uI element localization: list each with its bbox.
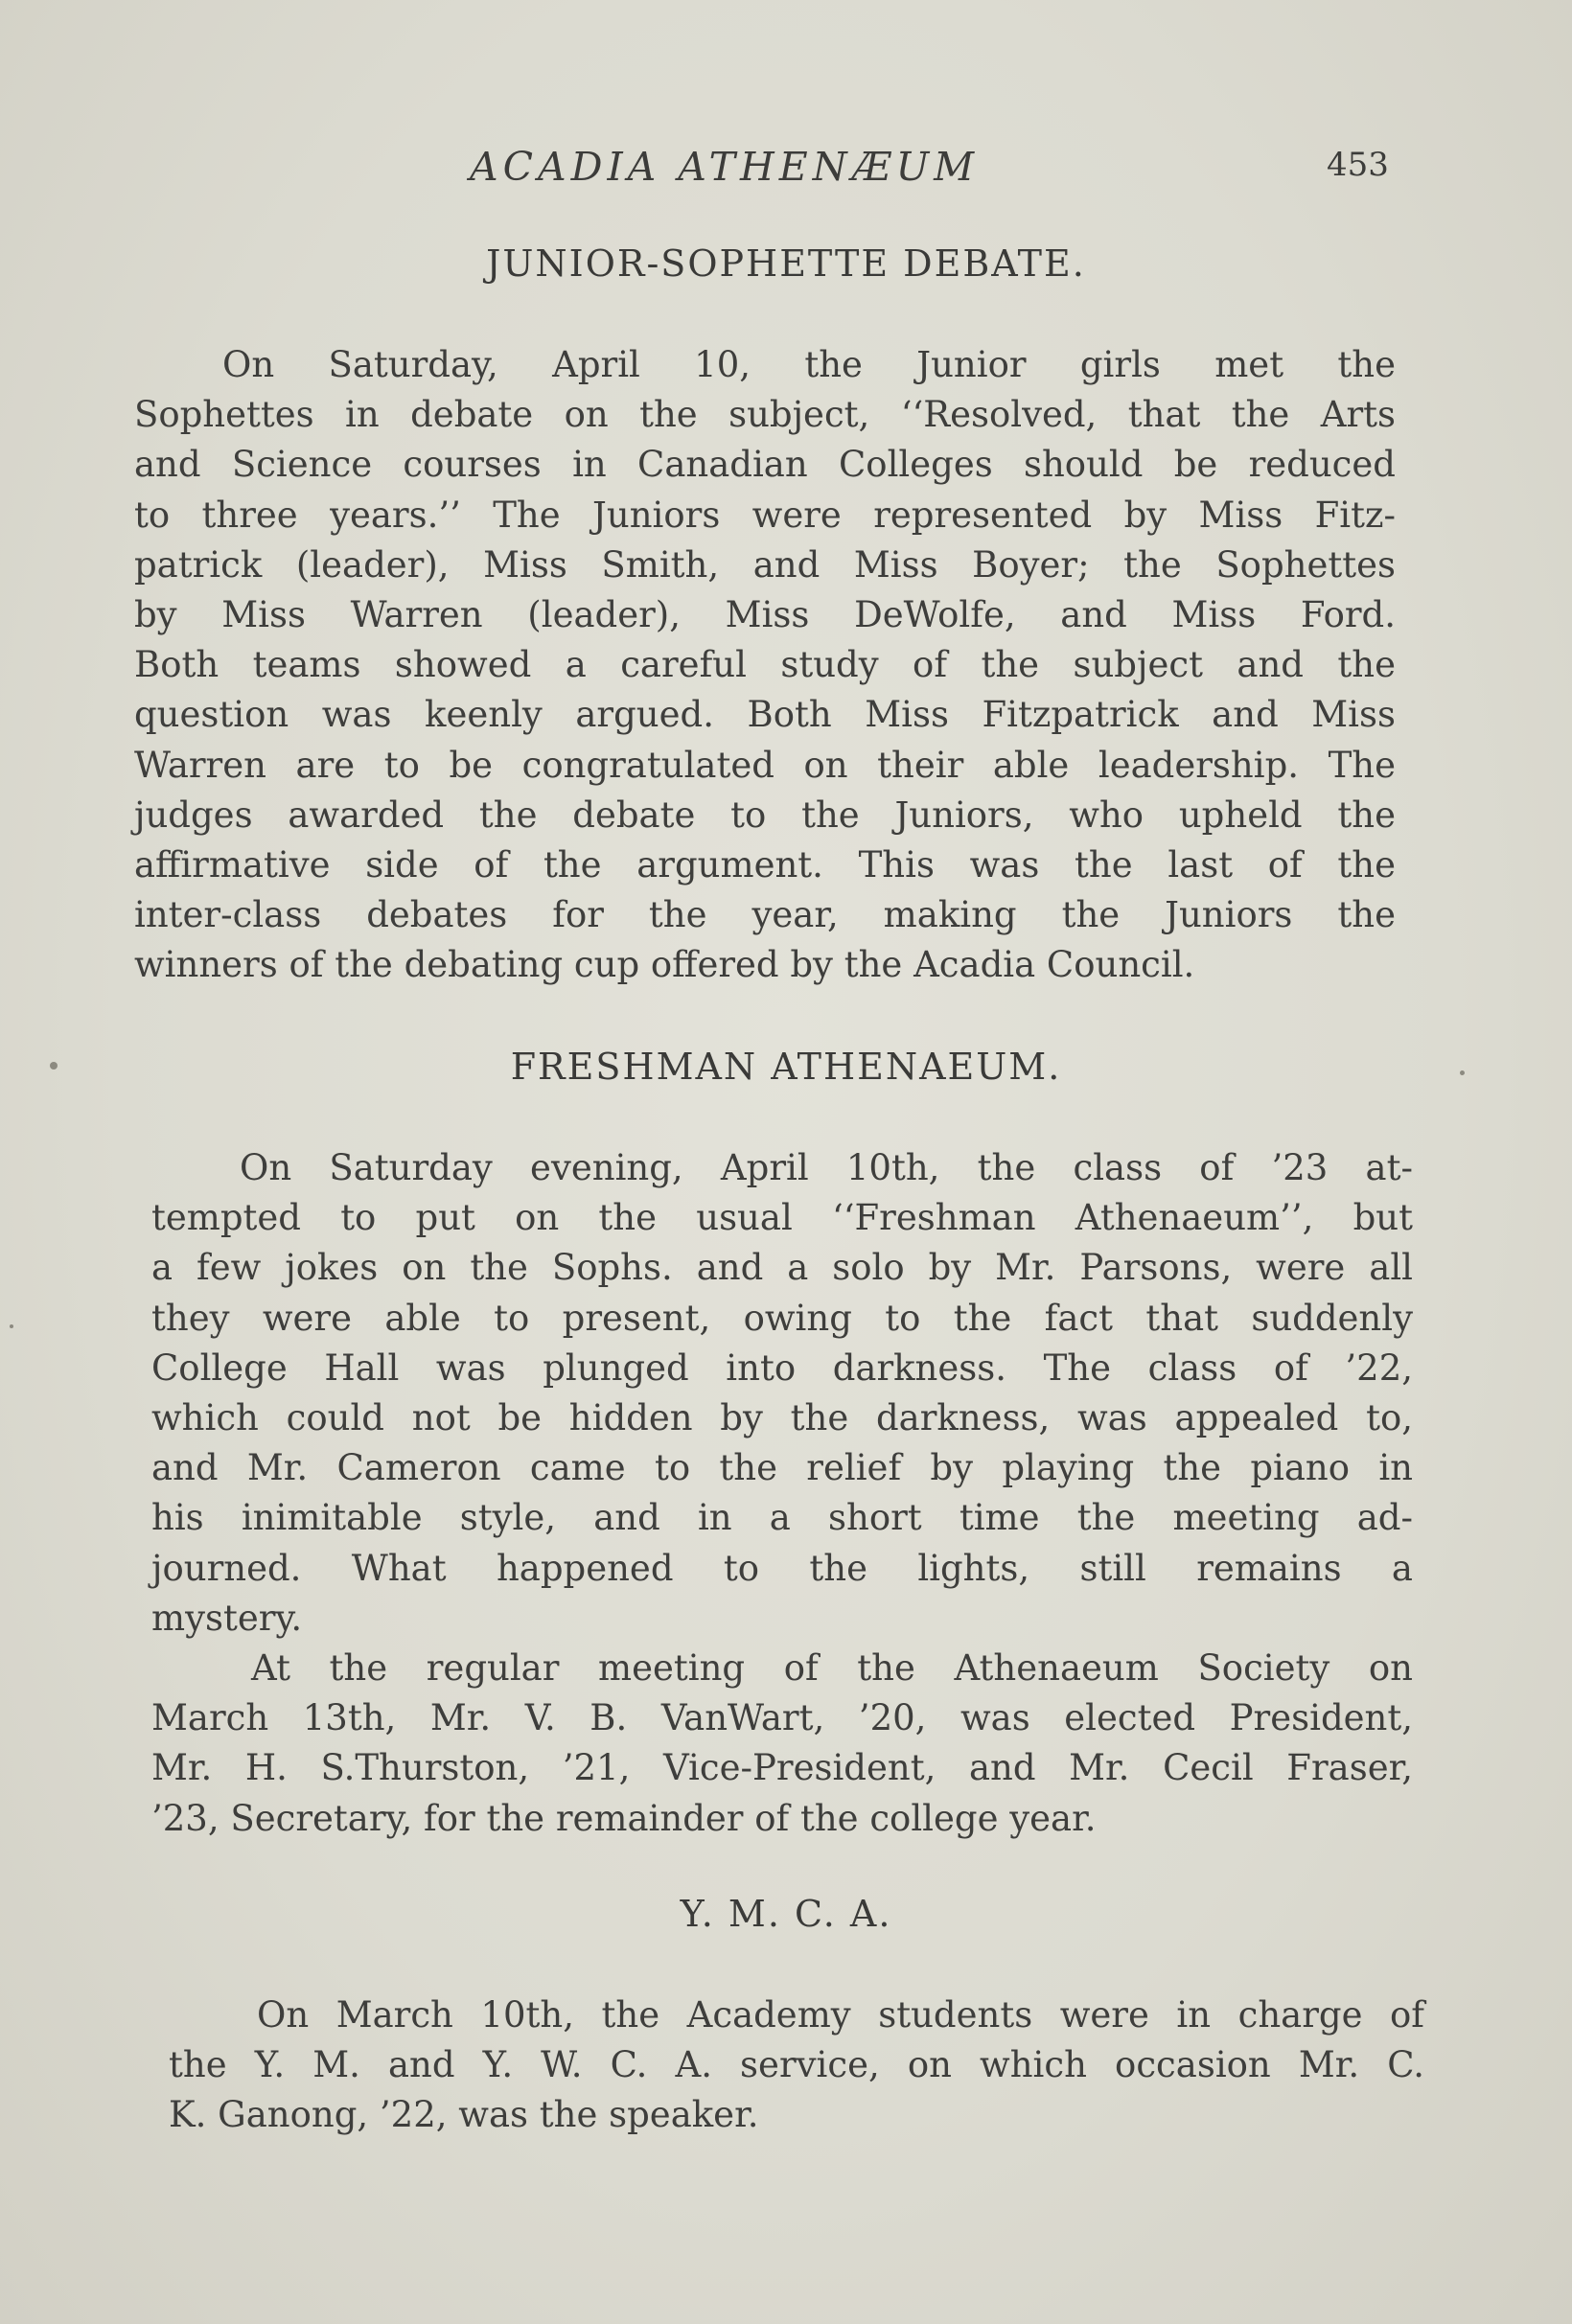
text-line: question was keenly argued. Both Miss Fitzpatrick and Miss [134,694,1396,736]
text-line: winners of the debating cup offered by the Acadia Council. [134,944,1195,986]
text-line: journed. What happened to the lights, still remains a [151,1547,1413,1589]
text-line: judges awarded the debate to the Juniors, who upheld the [134,794,1396,836]
paragraph [169,1990,1424,2141]
section-heading-ymca: Y. M. C. A. [680,1893,892,1935]
text-line: his inimitable style, and in a short time the meeting ad- [151,1497,1413,1539]
paper-speck [10,1324,13,1328]
text-line: Sophettes in debate on the subject, ‘‘Resolved, that the Arts [134,394,1396,436]
junior-sophette-debate-body [134,340,1396,991]
text-line: On March 10th, the Academy students were in charge of [257,1994,1424,2036]
text-line: patrick (leader), Miss Smith, and Miss Boyer; the Sophettes [134,543,1396,586]
text-line: At the regular meeting of the Athenaeum Society on [251,1647,1413,1690]
text-line: and Science courses in Canadian Colleges should be reduced [134,444,1396,486]
text-line: inter-class debates for the year, making the Juniors the [134,894,1396,936]
text-line: K. Ganong, ’22, was the speaker. [169,2094,759,2136]
section-heading-junior-sophette-debate: JUNIOR-SOPHETTE DEBATE. [486,242,1086,285]
text-line: Mr. H. S.Thurston, ’21, Vice-President, and Mr. Cecil Fraser, [151,1747,1413,1789]
freshman-athenaeum-body [151,1143,1413,1844]
paper-speck [50,1062,58,1070]
text-line: mystery. [151,1597,303,1639]
text-line: On Saturday, April 10, the Junior girls met the [222,344,1396,385]
text-line: the Y. M. and Y. W. C. A. service, on which occasion Mr. C. [169,2044,1424,2086]
text-line: tempted to put on the usual ‘‘Freshman Athenaeum’’, but [151,1197,1413,1239]
text-line: On Saturday evening, April 10th, the class of ’23 at- [240,1147,1413,1188]
paragraph [151,1143,1413,1644]
text-line: College Hall was plunged into darkness. The class of ’22, [151,1346,1413,1389]
text-line: they were able to present, owing to the fact that suddenly [151,1297,1413,1339]
running-head [0,144,1572,201]
paragraph [151,1644,1413,1844]
ymca-body [169,1990,1424,2141]
journal-title: ACADIA ATHENÆUM [470,144,980,190]
text-line: by Miss Warren (leader), Miss DeWolfe, and Miss Ford. [134,594,1396,636]
paper-speck [1460,1070,1465,1075]
text-line: affirmative side of the argument. This was the last of the [134,844,1396,886]
page-number: 453 [1327,146,1389,184]
paragraph [134,340,1396,991]
text-line: which could not be hidden by the darkness, was appealed to, [151,1397,1413,1439]
text-line: ’23, Secretary, for the remainder of the college year. [151,1797,1097,1839]
section-heading-freshman-athenaeum: FRESHMAN ATHENAEUM. [510,1046,1062,1088]
text-line: March 13th, Mr. V. B. VanWart, ’20, was elected President, [151,1697,1413,1739]
text-line: to three years.’’ The Juniors were represented by Miss Fitz- [134,494,1396,536]
text-line: Warren are to be congratulated on their able leadership. The [134,744,1396,786]
text-line: a few jokes on the Sophs. and a solo by Mr. Parsons, were all [151,1247,1413,1289]
text-line: and Mr. Cameron came to the relief by playing the piano in [151,1447,1413,1489]
text-line: Both teams showed a careful study of the subject and the [134,644,1396,686]
